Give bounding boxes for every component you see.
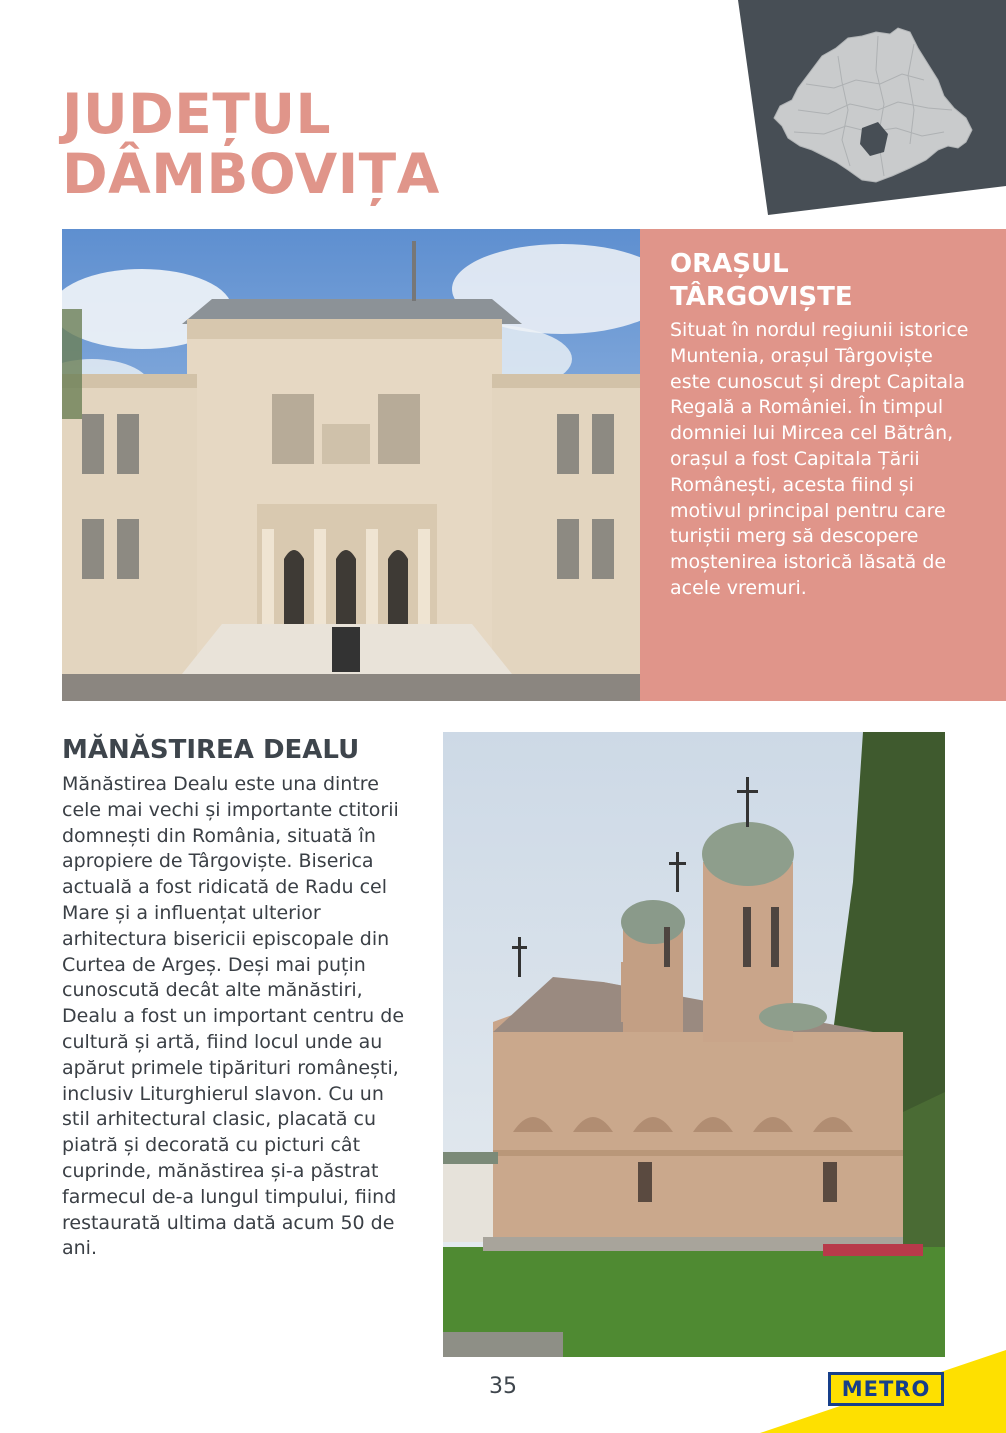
dealu-text: Mănăstirea Dealu este una dintre cele mai vechi și importante ctitorii domnești din România, situată în apropiere de Târgoviște. Biserica actuală a fost ridicată de Radu cel Mare și a influențat ulterior arhitectura bisericii episcopale din Curtea de Argeș. Deși mai puțin cunoscută decât alte mănăstiri, Dealu a fost un important centru de cultură și artă, fiind locul unde au apărut primele tipărituri românești, inclusiv Liturghierul slavon. Cu un stil arhitectural clasic, placată cu piatră și decorată cu picturi cât cuprinde, mănăstirea și-a păstrat farmecul de-a lungul timpului, fiind restaurată ultima dată acum 50 de ani.	[62, 773, 405, 1260]
museum-photo	[62, 229, 640, 701]
targoviste-title	[670, 248, 1000, 314]
page-number: 35	[489, 1374, 517, 1399]
metro-logo: METRO	[828, 1372, 944, 1406]
targoviste-title-line-1: ORAȘUL	[670, 249, 789, 279]
targoviste-text: Situat în nordul regiunii istorice Muntenia, orașul Târgoviște este cunoscut și drept Capitala Regală a României. În timpul domniei lui Mircea cel Bătrân, orașul a fost Capitala Țării Românești, acesta fiind și motivul principal pentru care turiștii merg să descopere moștenirea istorică lăsată de acele vremuri.	[670, 319, 969, 599]
dealu-title: MĂNĂSTIREA DEALU	[62, 735, 360, 765]
page-title-line-1: JUDEȚUL	[62, 82, 332, 146]
monastery-photo	[443, 732, 945, 1357]
romania-map-panel	[738, 0, 1006, 215]
page-title-line-2: DÂMBOVIȚA	[62, 142, 440, 206]
targoviste-title-line-2: TÂRGOVIȘTE	[670, 282, 853, 312]
page-title	[62, 84, 582, 204]
